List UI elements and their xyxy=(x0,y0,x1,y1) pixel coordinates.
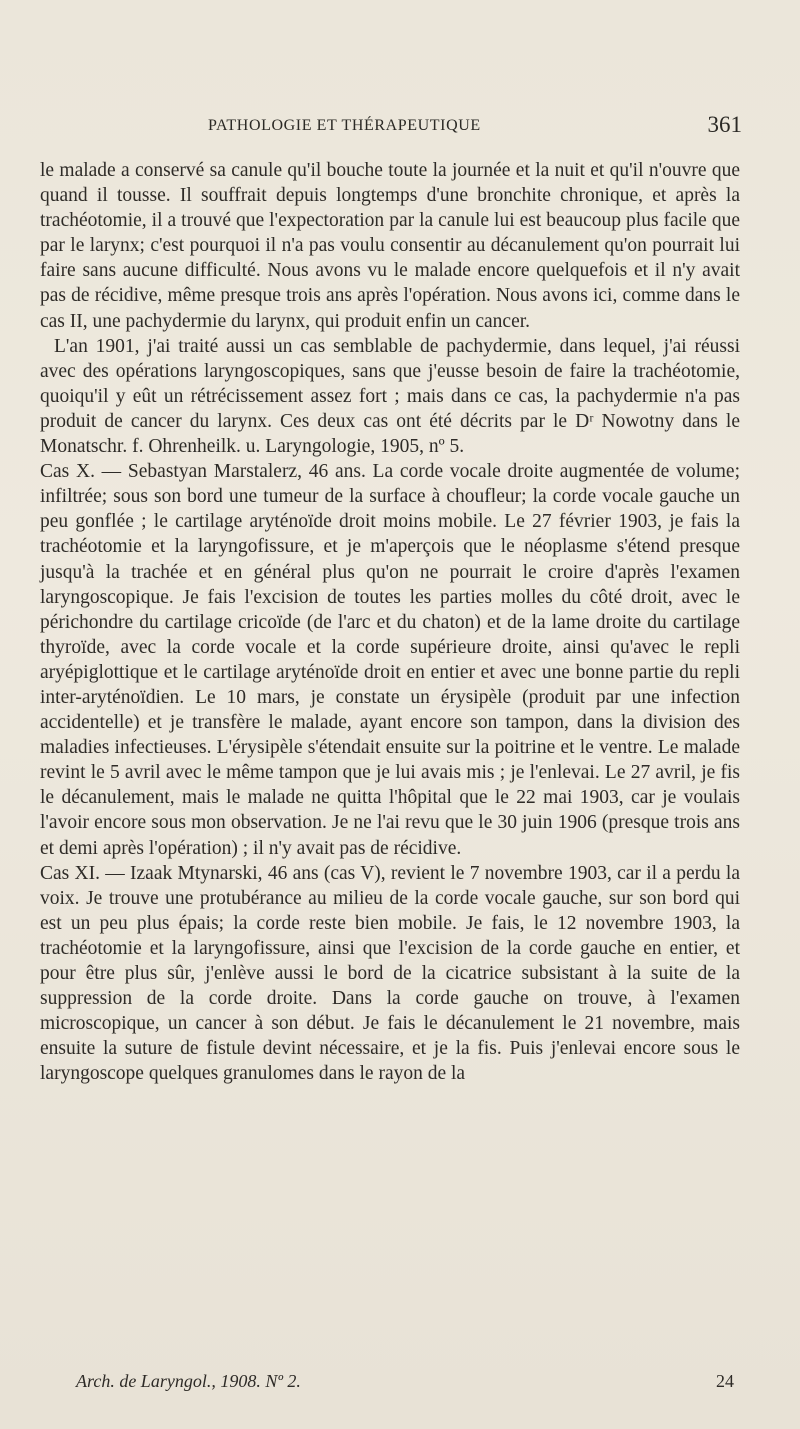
paragraph-pachydermie: L'an 1901, j'ai traité aussi un cas semblable de pachydermie, dans lequel, j'ai réussi avec des opérations laryngoscopiques, sans que j'eusse besoin de faire la trachéotomie, quoiqu'il y eût un rétrécissement assez fort ; mais dans ce cas, la pachydermie n'a pas produit de cancer du larynx. Ces deux cas ont été décrits par le Dʳ Nowotny dans le Monatschr. f. Ohrenheilk. u. Laryngologie, 1905, nº 5. xyxy=(40,335,740,458)
paragraph-cas-x: Cas X. — Sebastyan Marstalerz, 46 ans. La corde vocale droite augmentée de volume; infiltrée; sous son bord une tumeur de la surface à choufleur; la corde vocale gauche un peu gonflée ; le cartilage aryténoïde droit moins mobile. Le 27 février 1903, je fais la trachéotomie et la laryngofissure, et je m'aperçois que le néoplasme s'étend presque jusqu'à la trachée et en général plus qu'on ne pourrait le croire d'après l'examen laryngoscopique. Je fais l'excision de toutes les parties molles du côté droit, avec le périchondre du cartilage cricoïde (de l'arc et du chaton) et de la lame droite du cartilage thyroïde, avec la corde vocale et la corde supérieure droite, ainsi qu'avec le repli aryépiglottique et le cartilage aryténoïde droit en entier et avec une bonne partie du repli inter-aryténoïdien. Le 10 mars, je constate un érysipèle (produit par une infection accidentelle) et je transfère le malade, ayant encore son tampon, dans la division des maladies infectieuses. L'érysipèle s'étendait ensuite sur la poitrine et le ventre. Le malade revint le 5 avril avec le même tampon que je lui avais mis ; je l'enlevai. Le 27 avril, je fis le décanulement, mais le malade ne quitta l'hôpital que le 22 mai 1903, car je voulais l'avoir encore sous mon observation. Je ne l'ai revu que le 30 juin 1906 (presque trois ans et demi après l'opération) ; il n'y avait pas de récidive. xyxy=(40,461,740,859)
signature-mark: 24 xyxy=(716,1371,734,1391)
page-number: 361 xyxy=(707,112,742,137)
page-footer xyxy=(40,1371,740,1397)
paragraph-cas-xi: Cas XI. — Izaak Mtynarski, 46 ans (cas V), revient le 7 novembre 1903, car il a perdu la voix. Je trouve une protubérance au milieu de la corde vocale gauche, sur son bord qui est un peu plus épais; la corde reste bien mobile. Je fais, le 12 novembre 1903, la trachéotomie et la laryngofissure, ainsi que l'excision de la corde gauche en entier, et pour être plus sûr, j'enlève aussi le bord de la cicatrice subsistant à la suite de la suppression de la corde droite. Dans la corde gauche on trouve, à l'examen microscopique, un cancer à son début. Je fais le décanulement le 21 novembre, mais ensuite la suture de fistule devint nécessaire, et je la fis. Puis j'enlevai encore sous le laryngoscope quelques granulomes dans le rayon de la xyxy=(40,862,740,1085)
body-text xyxy=(40,158,740,1086)
journal-reference: Arch. de Laryngol., 1908. Nº 2. xyxy=(76,1371,301,1391)
page-header xyxy=(40,112,742,147)
paragraph-continuation: le malade a conservé sa canule qu'il bouche toute la journée et la nuit et qu'il n'ouvre que quand il tousse. Il souffrait depuis longtemps d'une bronchite chronique, et après la trachéotomie, il a trouvé que l'expectoration par la canule lui est beaucoup plus facile que par le larynx; c'est pourquoi il n'a pas voulu consentir au décanulement qu'on pourrait lui faire sans aucune difficulté. Nous avons vu le malade encore quelquefois et il n'y avait pas de récidive, même presque trois ans après l'opération. Nous avons ici, comme dans le cas II, une pachydermie du larynx, qui produit enfin un cancer. xyxy=(40,160,740,332)
running-title: PATHOLOGIE ET THÉRAPEUTIQUE xyxy=(208,117,481,134)
